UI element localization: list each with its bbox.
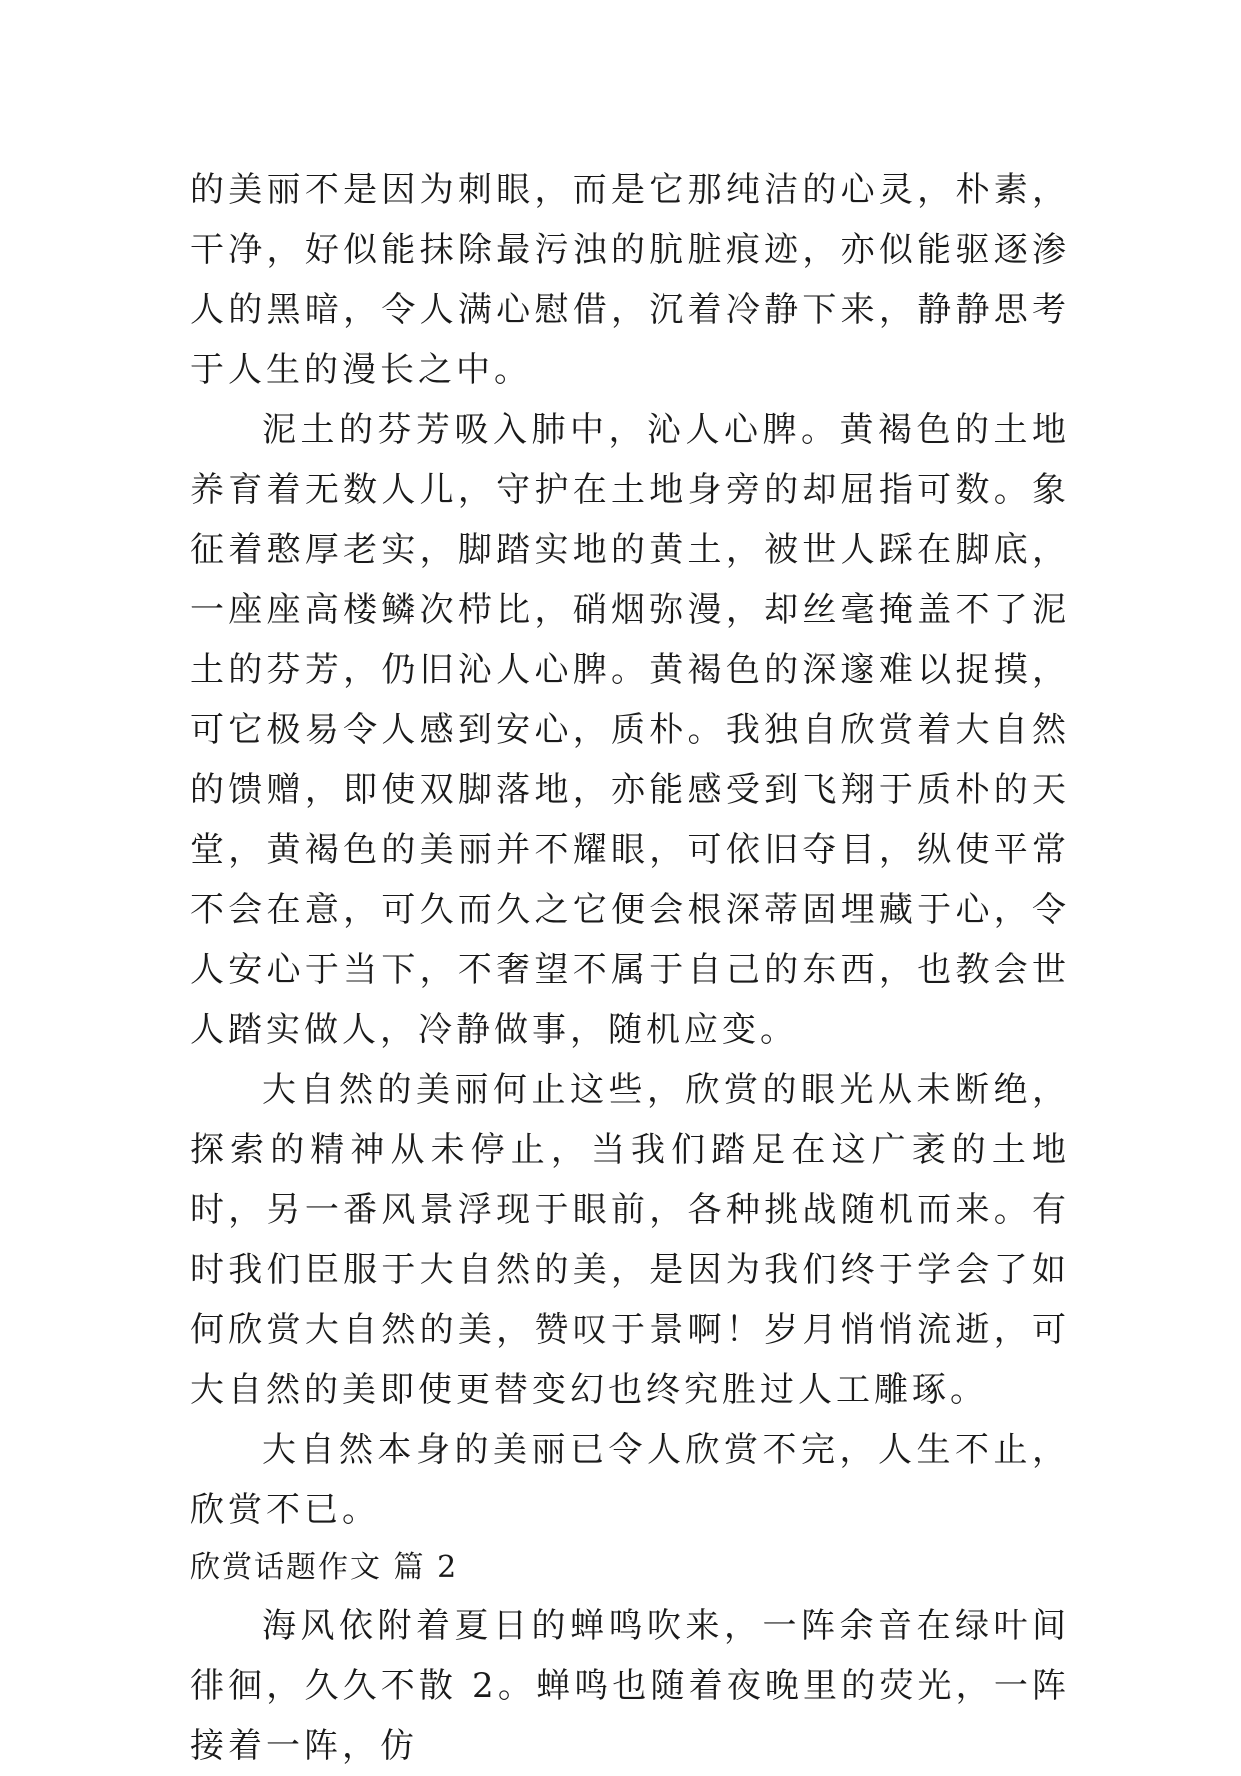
document-body [190, 160, 1070, 1776]
section-heading: 欣赏话题作文 篇 2 [190, 1550, 459, 1585]
paragraph-1: 的美丽不是因为刺眼，而是它那纯洁的心灵，朴素，干净，好似能抹除最污浊的肮脏痕迹，亦似能驱逐渗人的黑暗，令人满心慰借，沉着冷静下来，静静思考于人生的漫长之中。 [190, 170, 1070, 390]
paragraph-3: 大自然的美丽何止这些，欣赏的眼光从未断绝，探索的精神从未停止，当我们踏足在这广袤的土地时，另一番风景浮现于眼前，各种挑战随机而来。有时我们臣服于大自然的美，是因为我们终于学会了如何欣赏大自然的美，赞叹于景啊！岁月悄悄流逝，可大自然的美即使更替变幻也终究胜过人工雕琢。 [190, 1070, 1070, 1410]
paragraph-4: 大自然本身的美丽已令人欣赏不完，人生不止，欣赏不已。 [190, 1430, 1070, 1530]
paragraph-5: 海风依附着夏日的蝉鸣吹来，一阵余音在绿叶间徘徊，久久不散 2。蝉鸣也随着夜晚里的荧光，一阵接着一阵，仿 [190, 1606, 1070, 1766]
paragraph-2: 泥土的芬芳吸入肺中，沁人心脾。黄褐色的土地养育着无数人儿，守护在土地身旁的却屈指可数。象征着憨厚老实，脚踏实地的黄土，被世人踩在脚底，一座座高楼鳞次栉比，硝烟弥漫，却丝毫掩盖不了泥土的芬芳，仍旧沁人心脾。黄褐色的深邃难以捉摸，可它极易令人感到安心，质朴。我独自欣赏着大自然的馈赠，即使双脚落地，亦能感受到飞翔于质朴的天堂，黄褐色的美丽并不耀眼，可依旧夺目，纵使平常不会在意，可久而久之它便会根深蒂固埋藏于心，令人安心于当下，不奢望不属于自己的东西，也教会世人踏实做人，冷静做事，随机应变。 [190, 410, 1070, 1050]
